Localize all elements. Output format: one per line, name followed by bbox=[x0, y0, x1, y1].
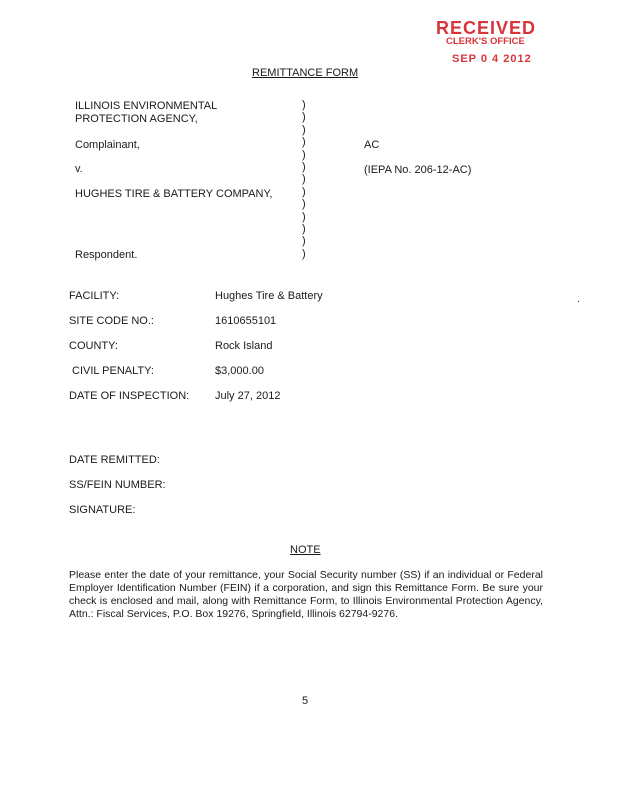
field-label-county: COUNTY: bbox=[69, 340, 118, 352]
case-type: AC bbox=[364, 139, 380, 151]
field-value-site-code: 1610655101 bbox=[215, 315, 277, 327]
field-label-inspection-date: DATE OF INSPECTION: bbox=[69, 390, 190, 402]
complainant-label: Complainant, bbox=[75, 139, 140, 151]
note-title: NOTE bbox=[290, 544, 321, 556]
field-label-date-remitted: DATE REMITTED: bbox=[69, 454, 160, 466]
field-label-civil-penalty: CIVIL PENALTY: bbox=[72, 365, 154, 377]
field-label-facility: FACILITY: bbox=[69, 290, 120, 302]
respondent-label: Respondent. bbox=[75, 249, 138, 261]
note-text: Please enter the date of your remittance, your Social Security number (SS) if an individual or Federal Employer Identification Number (FEIN) if a corporation, and sign this Remittance Form. Be sure your check is enclosed and mail, along with Remittance Form, to Illinois Environmental Protection Agency, Attn.: Fiscal Services, P.O. Box 19276, Springfield, Illinois 62794-9276. bbox=[69, 569, 543, 620]
field-value-facility: Hughes Tire & Battery bbox=[215, 290, 323, 302]
page-number: 5 bbox=[302, 695, 309, 707]
received-stamp-date: SEP 0 4 2012 bbox=[452, 53, 532, 63]
field-label-ss-fein: SS/FEIN NUMBER: bbox=[69, 479, 166, 491]
stray-mark: . bbox=[577, 294, 580, 305]
form-title: REMITTANCE FORM bbox=[252, 67, 359, 79]
received-stamp-office: CLERK'S OFFICE bbox=[446, 36, 525, 47]
field-value-county: Rock Island bbox=[215, 340, 273, 352]
versus-label: v. bbox=[75, 163, 83, 175]
field-label-signature: SIGNATURE: bbox=[69, 504, 136, 516]
field-label-site-code: SITE CODE NO.: bbox=[69, 315, 154, 327]
received-stamp: RECEIVED bbox=[436, 18, 537, 38]
field-value-civil-penalty: $3,000.00 bbox=[215, 365, 264, 377]
complainant-name-line2: PROTECTION AGENCY, bbox=[75, 113, 198, 125]
caption-parentheses: ) ) ) ) ) ) ) ) ) ) ) ) ) bbox=[302, 99, 306, 260]
complainant-name-line1: ILLINOIS ENVIRONMENTAL bbox=[75, 100, 218, 112]
field-value-inspection-date: July 27, 2012 bbox=[215, 390, 281, 402]
respondent-name: HUGHES TIRE & BATTERY COMPANY, bbox=[75, 188, 273, 200]
iepa-number: (IEPA No. 206-12-AC) bbox=[364, 164, 472, 176]
